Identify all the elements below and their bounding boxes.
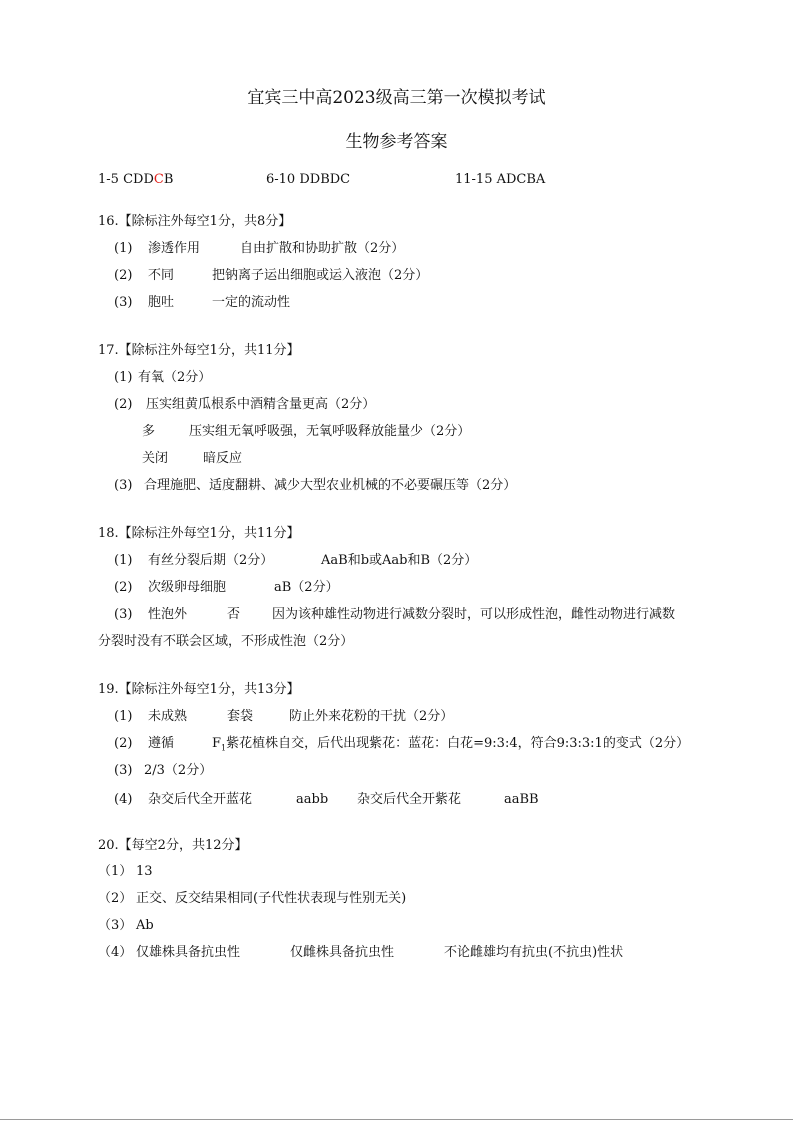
answer: 不同 — [148, 268, 175, 283]
item-number: (1) — [114, 709, 133, 724]
q18-item-3 — [114, 607, 676, 623]
mc-group-2-answer: DDBDC — [299, 172, 351, 187]
item-number: （1） — [98, 864, 133, 879]
item-number: (1) — [114, 553, 133, 568]
q18-item-2 — [114, 580, 339, 596]
answer: 杂交后代全开紫花 — [357, 792, 462, 807]
answer: 仅雄株具备抗虫性 — [136, 945, 241, 960]
answer: 关闭 — [142, 451, 169, 466]
answer: 压实组黄瓜根系中酒精含量更高（2分） — [146, 397, 376, 412]
page-subtitle: 生物参考答案 — [345, 132, 448, 152]
q17-item-3 — [114, 478, 517, 494]
item-number: (1) — [114, 370, 133, 385]
answer: 有丝分裂后期（2分） — [148, 553, 274, 568]
answer: 压实组无氧呼吸强，无氧呼吸释放能量少（2分） — [189, 424, 471, 439]
answer: aabb — [296, 792, 329, 807]
item-number: （3） — [98, 918, 133, 933]
answer: 因为该种雄性动物进行减数分裂时，可以形成性泡，雌性动物进行减数 — [272, 607, 676, 622]
item-number: (2) — [114, 736, 133, 751]
item-number: (3) — [114, 607, 133, 622]
q17-header: 17.【除标注外每空1分，共11分】 — [98, 343, 300, 358]
q18-header: 18.【除标注外每空1分，共11分】 — [98, 526, 300, 541]
answer: 正交、反交结果相同(子代性状表现与性别无关) — [136, 891, 407, 906]
item-number: (3) — [114, 295, 133, 310]
item-number: (3) — [114, 763, 133, 778]
mc-group-3 — [455, 172, 545, 188]
answer: 防止外来花粉的干扰（2分） — [289, 709, 454, 724]
q19-item-4 — [114, 792, 539, 808]
answer: 套袋 — [227, 709, 254, 724]
answer: 暗反应 — [203, 451, 243, 466]
q19-item-3 — [114, 763, 213, 779]
mc-group-3-label: 11-15 — [455, 172, 493, 187]
answer: 否 — [227, 607, 241, 622]
answer: 渗透作用 — [148, 241, 201, 256]
q20-item-1 — [98, 864, 153, 880]
q16-header: 16.【除标注外每空1分，共8分】 — [98, 214, 292, 229]
item-number: (2) — [114, 268, 133, 283]
answer: 次级卵母细胞 — [148, 580, 227, 595]
q19-item-1 — [114, 709, 454, 725]
mc-group-1-answer: CDDCB — [123, 172, 174, 187]
answer: aaBB — [504, 792, 539, 807]
q17-item-2 — [114, 397, 376, 413]
answer: 合理施肥、适度翻耕、减少大型农业机械的不必要碾压等（2分） — [144, 478, 517, 493]
answer: 有氧（2分） — [138, 370, 212, 385]
answer: 自由扩散和协助扩散（2分） — [240, 241, 405, 256]
answer: 仅雌株具备抗虫性 — [290, 945, 395, 960]
mc-highlight: C — [153, 172, 164, 187]
answer: 一定的流动性 — [212, 295, 291, 310]
q20-item-3 — [98, 918, 154, 934]
q19-item-2 — [114, 736, 690, 753]
answer: 杂交后代全开蓝花 — [148, 792, 253, 807]
q20-header: 20.【每空2分，共12分】 — [98, 838, 248, 853]
q19-header: 19.【除标注外每空1分，共13分】 — [98, 682, 300, 697]
answer: 多 — [142, 424, 156, 439]
item-number: (1) — [114, 241, 133, 256]
item-number: （2） — [98, 891, 133, 906]
answer: aB（2分） — [274, 580, 339, 595]
answer: 胞吐 — [148, 295, 175, 310]
answer: 性泡外 — [148, 607, 188, 622]
mc-group-1-label: 1-5 — [98, 172, 119, 187]
q17-item-2c — [142, 451, 243, 467]
answer: 2/3（2分） — [144, 763, 213, 778]
answer: 13 — [136, 864, 153, 879]
q20-item-2 — [98, 891, 407, 907]
page-bottom-rule — [0, 1119, 793, 1120]
q18-item-3-continued: 分裂时没有不联会区域，不形成性泡（2分） — [98, 634, 354, 649]
q16-item-2 — [114, 268, 429, 284]
answer: 不论雌雄均有抗虫(不抗虫)性状 — [444, 945, 624, 960]
mc-group-2 — [266, 172, 350, 188]
page-title: 宜宾三中高2023级高三第一次模拟考试 — [247, 88, 546, 108]
item-number: (3) — [114, 478, 133, 493]
mc-group-1 — [98, 172, 173, 188]
answer: $F_1$紫花植株自交，后代出现紫花：蓝花：白花=9:3:4，符合9:3:3:1的变式（2分） — [212, 736, 690, 753]
q17-item-1 — [114, 370, 212, 386]
item-number: (2) — [114, 397, 133, 412]
q16-item-1 — [114, 241, 405, 257]
item-number: （4） — [98, 945, 133, 960]
answer: 未成熟 — [148, 709, 188, 724]
q16-item-3 — [114, 295, 291, 311]
mc-group-3-answer: ADCBA — [496, 172, 546, 187]
answer: Ab — [136, 918, 154, 933]
answer: 遵循 — [148, 736, 175, 751]
q20-item-4 — [98, 945, 624, 961]
answer: 把钠离子运出细胞或运入液泡（2分） — [212, 268, 429, 283]
q18-item-1 — [114, 553, 478, 569]
answer: AaB和b或Aab和B（2分） — [321, 553, 478, 568]
q17-item-2b — [142, 424, 471, 440]
mc-group-2-label: 6-10 — [266, 172, 296, 187]
item-number: (4) — [114, 792, 133, 807]
item-number: (2) — [114, 580, 133, 595]
